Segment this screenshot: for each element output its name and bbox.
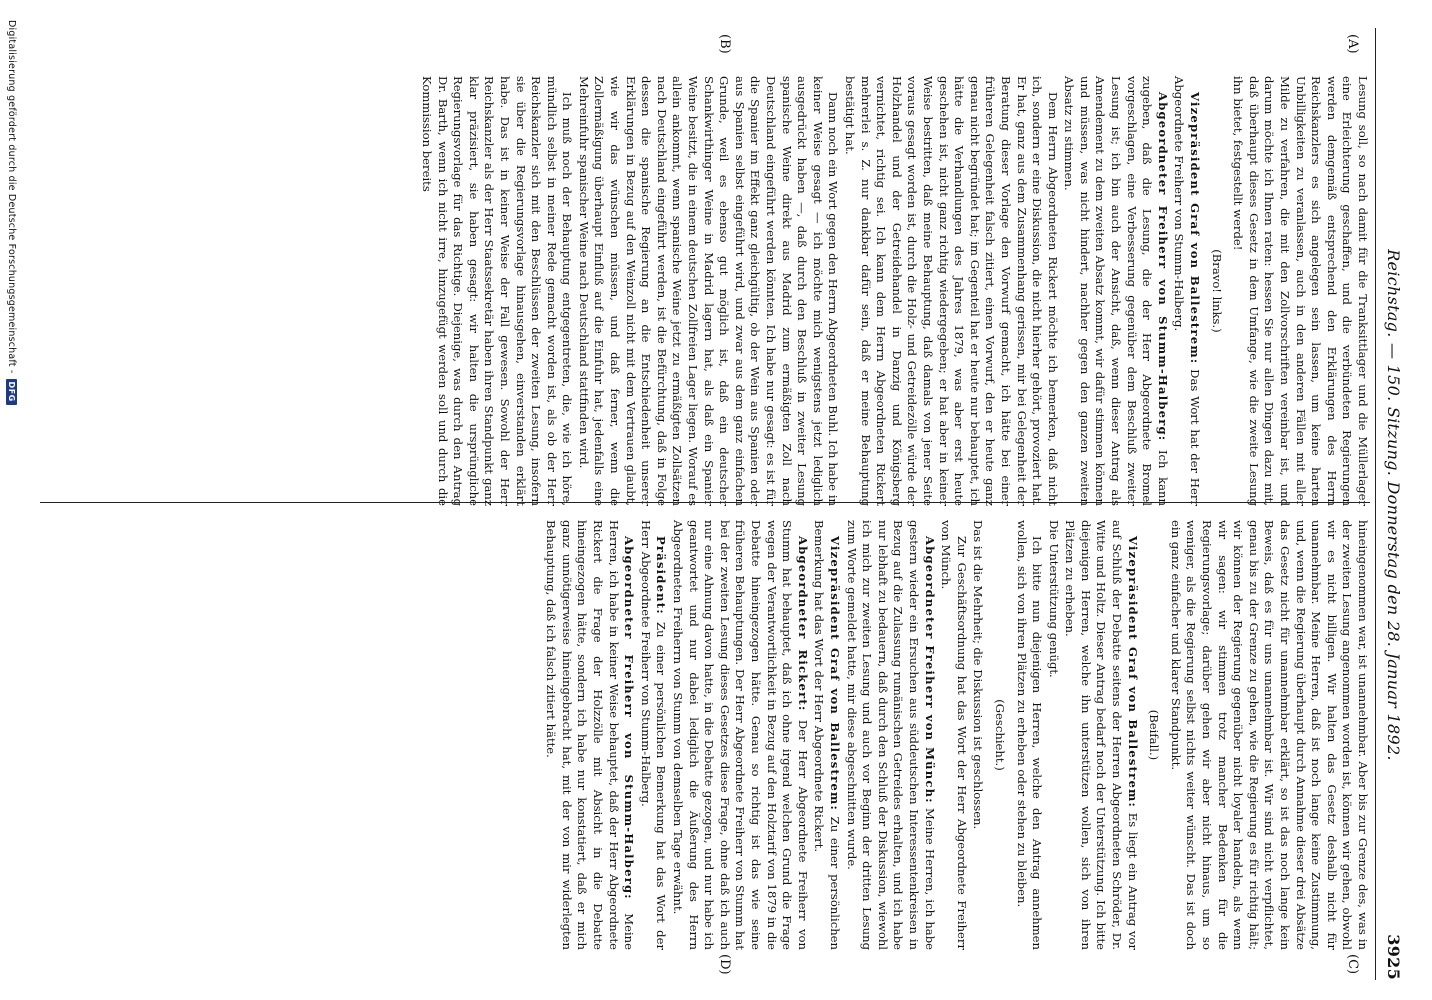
paragraph: Dem Herrn Abgeordneten Rickert möchte ich bemerken, daß nicht ich, sondern er eine Diskussion, die nicht hierher gehört, provoziert hat. Er hat, ganz aus dem Zusammenhang gerissen, mir bei Gelegenheit der Beratung dieser Vorlage den Vorwurf gemacht, ich hätte bei einer früheren Gelegenheit falsch zitiert, einen Vorwurf, den er heute ganz genau nicht begründet hat; im Gegenteil hat er heute nur behauptet, ich hätte die Verhandlungen des Jahres 1879, was aber erst heute geschehen ist, nicht ganz richtig wiedergegeben; er hat aber in keiner Weise bestritten, daß meine Behauptung, daß damals von jener Seite voraus gesagt worden ist, durch die Holz- und Getreidezölle würde der Holzhandel und der Getreidehandel in Danzig und Königsberg vernichtet, richtig sei. Ich kann dem Herrn Abgeordneten Rickert mehrerlei s. Z. nur dankbar dafür sein, daß er meine Behauptung bestätigt hat. xyxy=(843,76,1060,506)
speaker-name: Abgeordneter Freiherr von Stumm-Halberg: xyxy=(622,536,637,900)
paragraph: Präsident: Zu einer persönlichen Bemerkung hat das Wort der Herr Abgeordnete Freiherr von Stumm-Halberg. xyxy=(638,520,669,950)
speaker-name: Präsident: xyxy=(654,536,669,615)
paragraph: Zur Geschäftsordnung hat das Wort der Herr Abgeordnete Freiherr von Münch. xyxy=(939,520,969,950)
stage-direction: (Bravo! links.) xyxy=(1209,249,1224,333)
paragraph: Ich muß noch der Behauptung entgegentreten, die, wie ich höre, mündlich selbst in meiner Rede gemacht worden ist, als ob der Herr Reichskanzler sich mit den Beschlüssen der zweiten Lesung, insofern sie über die Regierungsvorlage hinausgehen, einverstanden erklärt habe. Das ist in keiner Weise der Fall gewesen. Sowohl der Herr Reichskanzler als der Herr Staatssekretär haben ihren Standpunkt ganz klar präzisiert, sie haben gesagt: wir halten die ursprüngliche Regierungsvorlage für das Richtige. Diejenige, was durch den Antrag Dr. Barth, wenn ich nicht irre, hinzugefügt werden soll und durch die Kommission bereits xyxy=(419,76,575,506)
speaker-name: Vizepräsident Graf von Ballestrem: xyxy=(1188,92,1203,365)
paragraph: Vizepräsident Graf von Ballestrem: Zu einer persönlichen Bemerkung hat das Wort der Herr Abgeordnete Rickert. xyxy=(812,520,842,950)
column-divider xyxy=(40,502,1370,503)
paragraph: Dann noch ein Wort gegen den Herrn Abgeordneten Buhl. Ich habe in keiner Weise gesagt — ich möchte mich wenigstens jetzt lediglich ausgedrückt haben —, daß durch den Beschluß in zweiter Lesung spanische Weine direkt aus Madrid zum ermäßigten Zoll nach Deutschland eingeführt werden könnten. Ich habe nur gesagt: es ist für die Spanier im Effekt ganz gleichgültig, ob der Wein aus Spanien oder aus Spanien selbst eingeführt wird, und zwar aus dem ganz einfachen Grunde, weil es ebenso gut möglich ist, daß ein deutscher Schankwirthinger Weine in Madrid lagern hat, als daß ein Spanier Weine besitzt, die in einem deutschen Zollfreien Lager liegen. Worauf es allein ankommt, wenn spanische Weine jetzt zu ermäßigten Zollsätzen nach Deutschland eingeführt werden, ist die Befürchtung, daß in Folge dessen die spanische Regierung an die Entschiedenheit unserer Erklärungen in Bezug auf den Weinzoll nicht mit dem Vertrauen glaubt, wie wir das wünschen müssen, und daß ferner, wenn die Zollermäßigung überhaupt Einfluß auf die Einfuhr hat, jedenfalls eine Mehreinfuhr spanischer Weine nach Deutschland stattfinden wird. xyxy=(576,76,841,506)
speaker-name: Vizepräsident Graf von Ballestrem: xyxy=(828,536,842,811)
paragraph: Vizepräsident Graf von Ballestrem: Es liegt ein Antrag vor auf Schluß der Debatte seitens der Herren Abgeordneten Schröder, Dr. Witte und Holtz. Dieser Antrag bedarf noch der Unterstützung. Ich bitte diejenigen Herren, welche ihn unterstützen wollen, sich von ihren Plätzen zu erheben. xyxy=(1063,520,1140,950)
paragraph: Abgeordneter Freiherr von Stumm-Halberg: Ich kann zugeben, daß die Lesung, die der Herr Abgeordnete Bromel vorgeschlagen, eine Verbesserung gegenüber dem Beschluß zweiter Lesung ist; ich bin auch der Ansicht, daß, wenn dieser Antrag als Amendement zu dem zweiten Absatz kommt, wir dafür stimmen können und müssen, was nicht hindert, nachher gegen den ganzen zweiten Absatz zu stimmen. xyxy=(1062,76,1170,506)
paragraph: hineingenommen war, ist unannehmbar. Aber bis zur Grenze des, was in der zweiten Lesung angenommen worden ist, können wir gehen, obwohl wir es nicht billigen. Wir halten das Gesetz deshalb nicht für unannehmbar. Meine Herren, daß ist noch lange keine Zustimmung, und, wenn die Regierung überhaupt durch Annahme dieser drei Absätze das Gesetz nicht für unannehmbar erklärt, so ist das noch lange kein Beweis, daß es für uns unannehmbar ist. Wir sind nicht verpflichtet, genau bis zu der Grenze zu gehen, wie die Regierung es für richtig hält; wir können der Regierung gegenüber nicht loyaler handeln, als wenn wir sagen: wir stimmen trotz mancher Bedenken für die Regierungsvorlage; darüber gehen wir aber nicht hinaus, um so weniger, als die Regierung selbst nichts weiter wünscht. Das ist doch ein ganz einfacher und klarer Standpunkt. xyxy=(1168,520,1370,950)
speaker-name: Vizepräsident Graf von Ballestrem: xyxy=(1125,536,1140,808)
paragraph: Vizepräsident Graf von Ballestrem: Das Wort hat der Herr Abgeordnete Freiherr von Stumm-Halberg. xyxy=(1172,76,1203,506)
paragraph: Die Unterstützung genügt. xyxy=(1046,520,1061,678)
page-header xyxy=(1380,30,1406,980)
digitization-footer xyxy=(6,20,17,405)
paragraph: Abgeordneter Rickert: Der Herr Abgeordnete Freiherr von Stumm hat behauptet, daß ich ohne irgend welchen Grund die Frage wegen der Verantwortlichkeit in Bezug auf den Holztarif von 1879 in die Debatte hineingezogen hätte. Genau so richtig ist das wie seine früheren Behauptungen. Der Herr Abgeordnete Freiherr von Stumm hat bei der zweiten Lesung dieses Gesetzes diese Frage, ohne daß ich auch nur eine Ahnung davon hatte, in die Debatte gezogen, und nur habe ich geantwortet und nur dabei lediglich die Äußerung des Herrn Abgeordneten Freiherrn von Stumm von demselben Tage erwähnt. xyxy=(671,520,810,950)
speaker-name: Abgeordneter Rickert: xyxy=(795,536,810,712)
paragraph: Abgeordneter Freiherr von Stumm-Halberg: Meine Herren, ich habe in keiner Weise behauptet, daß der Herr Abgeordnete Rickert die Frage der Holzzölle mit Absicht in die Debatte hineingezogen hätte, sondern ich habe nur konstatiert, daß er mich ganz unnötigerweise hineingebracht hat, mit der von mir widerlegten Behauptung, daß ich falsch zitiert hätte. xyxy=(544,520,637,950)
running-head: Reichstag. — 150. Sitzung. Donnerstag den 28. Januar 1892. xyxy=(1384,249,1403,761)
paragraph: Ich bitte nun diejenigen Herren, welche den Antrag annehmen wollen, sich von ihren Plätzen zu erheben oder stehen zu bleiben. xyxy=(1014,520,1045,950)
margin-letter-d: (D) xyxy=(717,954,732,975)
dfg-logo: DFG xyxy=(6,379,17,405)
footer-text: Digitalisierung gefördert durch die Deutsche Forschungsgemeinschaft - xyxy=(6,20,17,374)
speaker-name: Abgeordneter Freiherr von Stumm-Halberg: xyxy=(1155,92,1170,442)
margin-letter-c: (C) xyxy=(1345,954,1360,975)
paragraph: Abgeordneter Freiherr von Münch: Meine Herren, ich habe gestern wieder ein Ersuchen aus süddeutschen Interessentenkreisen in Bezug auf die Zulassung rumänischen Getreides erhalten, und ich habe nur lebhaft zu bedauern, daß durch den Schluß der Diskussion, wiewohl ich mich zur zweiten Lesung und auch vor Beginn der dritten Lesung zum Worte gemeldet hatte, mir diese abgeschnitten wurde. xyxy=(844,520,937,950)
right-column xyxy=(542,520,1370,950)
left-column xyxy=(417,76,1370,506)
margin-letter-a: (A) xyxy=(1345,34,1360,54)
paragraph: Das ist die Mehrheit; die Diskussion ist geschlossen. xyxy=(971,520,986,830)
page-number: 3925 xyxy=(1384,934,1403,980)
margin-letter-b: (B) xyxy=(717,34,732,54)
stage-direction: (Geschieht.) xyxy=(992,699,1007,771)
stage-direction: (Beifall.) xyxy=(1147,709,1162,761)
paragraph: Lesung soll, so nach damit für die Tranksittlager und die Müllerlager eine Erleichterung geschaffen, und die verbündeten Regierungen werden demgemäß entsprechend den Erklärungen des Herrn Reichskanzlers es sich angelegen sein lassen, um keine harten Unbilligkeiten zu veranlassen, auch in den anderen Fällen mit aller Milde zu verfahren, die mit den Zollvorschriften vereinbar ist, und darum möchte ich Ihnen raten: hessen Sie nur allen Dingen dazu mit, daß überhaupt dieses Gesetz in dem Umfange, wie die zweite Lesung ihn bietet, festgestellt werde! xyxy=(1231,76,1370,506)
speaker-name: Abgeordneter Freiherr von Münch: xyxy=(922,536,937,804)
header-rule xyxy=(1375,28,1376,980)
